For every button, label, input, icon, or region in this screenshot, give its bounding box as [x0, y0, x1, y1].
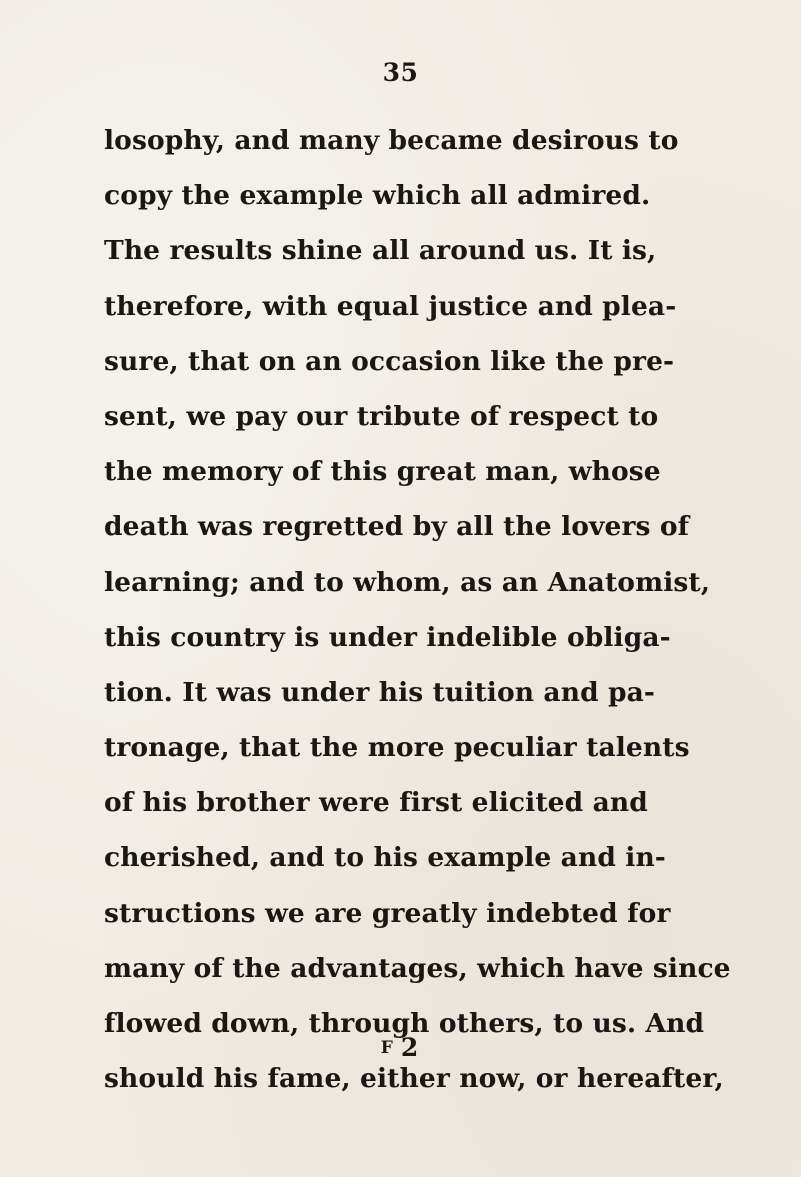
text-line: learning; and to whom, as an Anatomist, [104, 566, 711, 598]
text-line: losophy, and many became desirous to [104, 125, 679, 156]
text-line: The results shine all around us. It is, [104, 235, 657, 267]
text-line: flowed down, through others, to us. And [104, 1008, 705, 1039]
page-number: 35 [382, 58, 419, 87]
text-line: of his brother were first elicited and [104, 787, 648, 819]
text-line: the memory of this great man, whose [104, 456, 661, 488]
text-line: death was regretted by all the lovers of [104, 511, 690, 543]
text-line: sent, we pay our tribute of respect to [104, 400, 659, 432]
body-text [104, 113, 731, 1106]
signature-mark [0, 1033, 801, 1062]
text-line: sure, that on an occasion like the pre- [104, 345, 675, 377]
text-line: structions we are greatly indebted for [104, 897, 671, 929]
text-line: therefore, with equal justice and plea- [104, 290, 677, 322]
text-line: tronage, that the more peculiar talents [104, 732, 690, 764]
text-line: many of the advantages, which have since [104, 952, 731, 984]
text-line: should his fame, either now, or hereafter, [104, 1063, 724, 1095]
text-line: cherished, and to his example and in- [104, 842, 666, 874]
text-line: tion. It was under his tuition and pa- [104, 676, 656, 708]
text-line: this country is under indelible obliga- [104, 621, 671, 653]
signature-letter: F [380, 1038, 395, 1058]
signature-number: 2 [400, 1033, 421, 1062]
text-line: copy the example which all admired. [104, 180, 651, 212]
